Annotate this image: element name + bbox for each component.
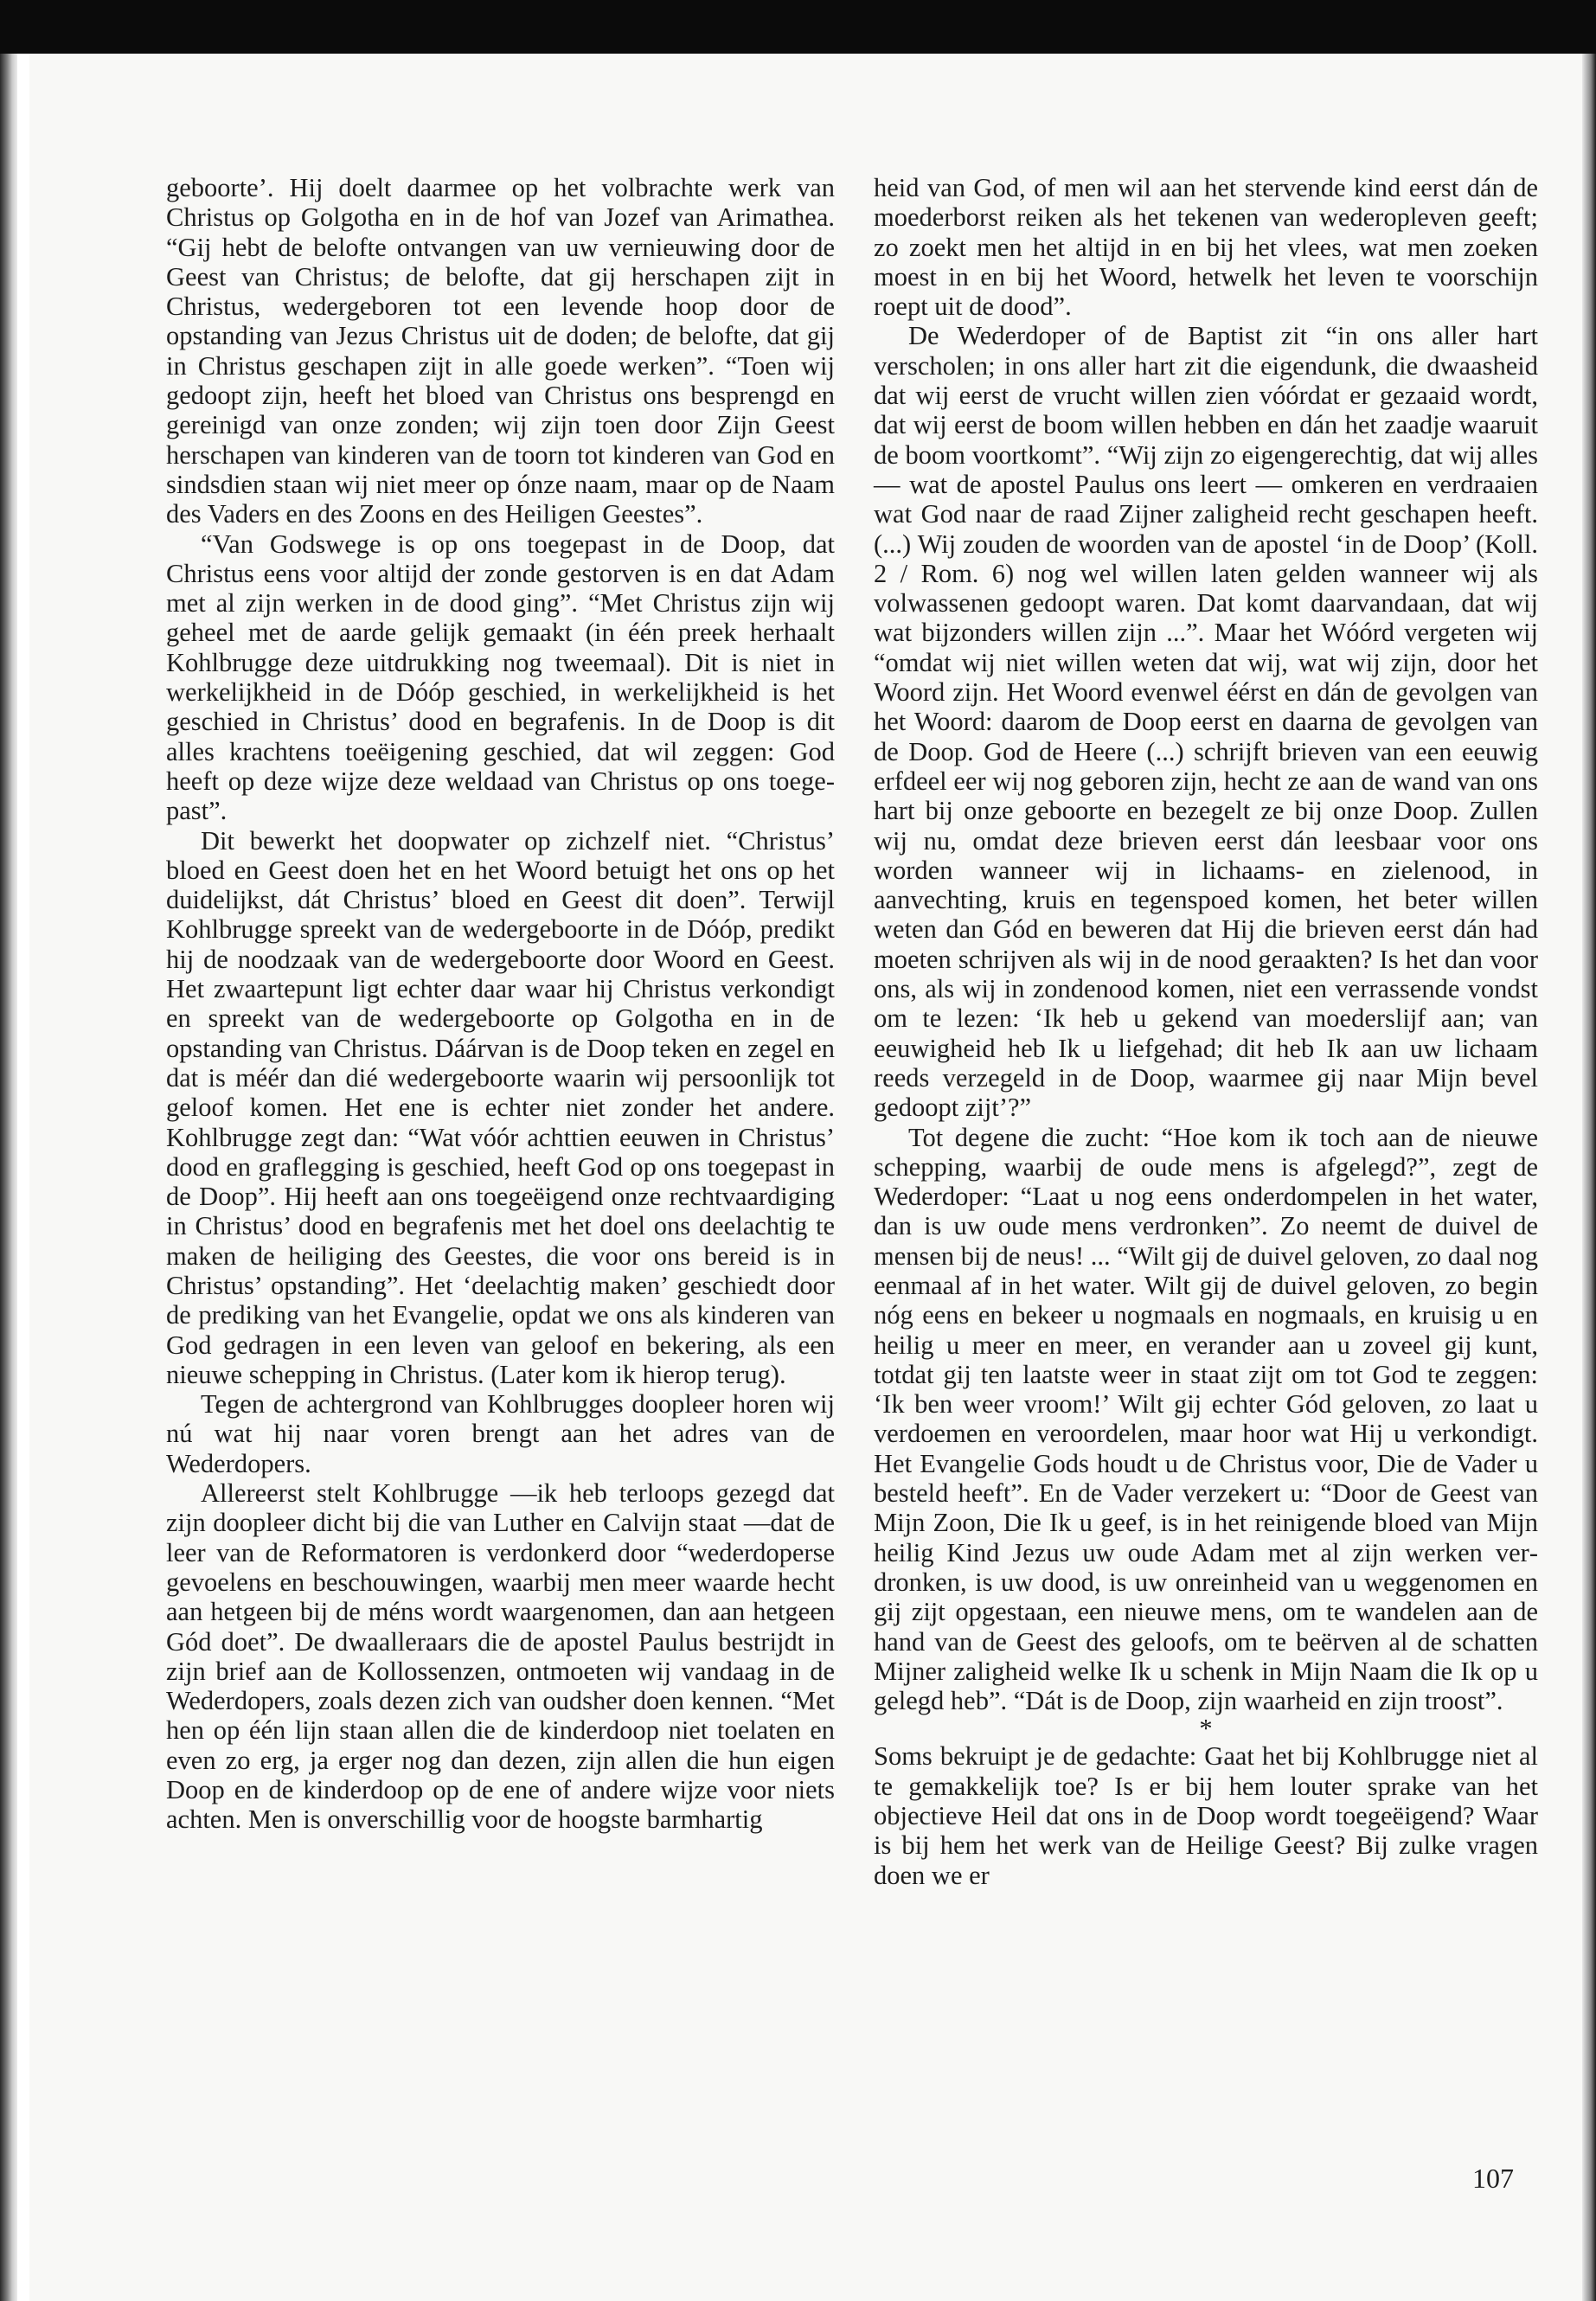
paragraph: Soms bekruipt je de gedachte: Gaat het bij Kohlbrugge niet al te gemakkelijk toe? Is er bij hem louter sprake van het objectieve Heil dat ons in de Doop wordt toegeëigend? Waar is bij hem het werk van de Heilige Geest? Bij zulke vragen doen we er (874, 1741, 1538, 1890)
left-text-column (166, 173, 835, 1835)
section-separator: * (1199, 1714, 1213, 1744)
paragraph: De Wederdoper of de Baptist zit “in ons aller hart verscholen; in ons aller hart zit die eigendunk, die dwaasheid dat wij eerst de vrucht willen zien vóórdat er gezaaid wordt, dat wij eerst de boom willen hebben en dán het zaadje waaruit de boom voortkomt”. “Wij zijn zo eigengerechtig, dat wij alles — wat de apostel Paulus ons leert — omkeren en verdraaien wat God naar de raad Zijner zaligheid recht geschapen heeft. (...) Wij zouden de woorden van de apostel ‘in de Doop’ (Koll. 2 / Rom. 6) nog wel willen laten gelden wanneer wij als volwassenen gedoopt waren. Dat komt daarvandaan, dat wij wat bijzonders willen zijn ...”. Maar het Wóórd vergeten wij “omdat wij niet willen weten dat wij, wat wij zijn, door het Woord zijn. Het Woord evenwel éérst en dán de gevolgen van het Woord: daarom de Doop eerst en daarna de gevolgen van de Doop. God de Heere (...) schrijft brieven van een eeuwig erfdeel eer wij nog geboren zijn, hecht ze aan de wand van ons hart bij onze geboorte en bezegelt ze bij onze Doop. Zullen wij nu, omdat deze brieven eerst dán leesbaar voor ons worden wanneer wij in lichaams- en zielenood, in aanvechting, kruis en tegenspoed komen, het beter willen weten dan Gód en beweren dat Hij die brieven eerst dán had moeten schrijven als wij in de nood geraakten? Is het dan voor ons, als wij in zondenood komen, niet een verrassende vondst om te lezen: ‘Ik heb u gekend van moederslijf aan; van eeuwigheid heb Ik u liefgehad; dit heb Ik aan uw lichaam reeds verzegeld in de Doop, waarmee gij naar Mijn bevel gedoopt zijt’?” (874, 321, 1538, 1123)
paragraph: heid van God, of men wil aan het stervende kind eerst dán de moederborst reiken als het tekenen van wederopleven geeft; zo zoekt men het altijd in en bij het vlees, wat men zoeken moest in en bij het Woord, hetwelk het leven te voorschijn roept uit de dood”. (874, 173, 1538, 322)
paragraph: Allereerst stelt Kohlbrugge —ik heb terloops gezegd dat zijn doopleer dicht bij die van Luther en Calvijn staat —dat de leer van de Reformatoren is verdonkerd door “wederdoperse gevoelens en beschouwingen, waarbij men meer waarde hecht aan hetgeen bij de méns wordt waargenomen, dan aan hetgeen Gód doet”. De dwaalleraars die de apostel Paulus bestrijdt in zijn brief aan de Kollossenzen, ontmoeten wij vandaag in de Wederdopers, zoals dezen zich van oudsher doen kennen. “Met hen op één lijn staan allen die de kinderdoop niet toelaten en even zo erg, ja erger nog dan dezen, zijn allen die hun eigen Doop en de kinderdoop op de ene of andere wijze voor niets achten. Men is onverschillig voor de hoogste barmhartig (166, 1478, 835, 1835)
book-spine-edge (0, 54, 17, 2301)
paragraph: geboorte’. Hij doelt daarmee op het volbrachte werk van Christus op Golgotha en in de hof van Jozef van Arimathea. “Gij hebt de belofte ontvangen van uw vernieuwing door de Geest van Christus; de belofte, dat gij herschapen zijt in Christus, wedergeboren tot een levende hoop door de opstanding van Jezus Christus uit de doden; de belofte, dat gij in Christus geschapen zijt in alle goede werken”. “Toen wij gedoopt zijn, heeft het bloed van Christus ons besprengd en gereinigd van onze zonden; wij zijn toen door Zijn Geest herschapen van kinderen van de toorn tot kinderen van God en sindsdien staan wij niet meer op ónze naam, maar op de Naam des Vaders en des Zoons en des Heiligen Geestes”. (166, 173, 835, 529)
page-number: 107 (1472, 2163, 1514, 2194)
page-right-edge (1582, 54, 1596, 2301)
right-text-column (874, 173, 1538, 1890)
paragraph: Tegen de achtergrond van Kohlbrugges doopleer horen wij nú wat hij naar voren brengt aan het adres van de Wederdopers. (166, 1389, 835, 1478)
paragraph: Tot degene die zucht: “Hoe kom ik toch aan de nieuwe schepping, waarbij de oude mens is afgelegd?”, zegt de Wederdoper: “Laat u nog eens onderdompelen in het water, dan is uw oude mens verdronken”. Zo neemt de duivel de mensen bij de neus! ... “Wilt gij de duivel geloven, zo daal nog eenmaal af in het water. Wilt gij de duivel geloven, zo begin nóg eens en bekeer u nogmaals en nogmaals, en kruisig u en heilig u meer en meer, en verander aan u zoveel gij kunt, totdat gij ten laatste weer in staat zijt om tot God te zeggen: ‘Ik ben weer vroom!’ Wilt gij echter Gód geloven, zo laat u verdoemen en veroordelen, maar hoor wat Hij u verkondigt. Het Evangelie Gods houdt u de Christus voor, Die de Vader u besteld heeft”. En de Vader verzekert u: “Door de Geest van Mijn Zoon, Die Ik u geef, is in het reinigende bloed van Mijn heilig Kind Jezus uw oude Adam met al zijn werken verdronken, is uw dood, is uw onreinheid van u weggenomen en gij zijt opgestaan, een nieuwe mens, om te wandelen aan de hand van de Geest des geloofs, om te beërven al de schatten Mijner zaligheid welke Ik u schenk in Mijn Naam die Ik op u gelegd heb”. “Dát is de Doop, zijn waarheid en zijn troost”. (874, 1122, 1538, 1716)
paragraph: Dit bewerkt het doopwater op zichzelf niet. “Christus’ bloed en Geest doen het en het Woord betuigt het ons op het duidelijkst, dát Christus’ bloed en Geest dit doen”. Terwijl Kohlbrugge spreekt van de wedergeboorte in de Dóóp, predikt hij de noodzaak van de wedergeboorte door Woord en Geest. Het zwaartepunt ligt echter daar waar hij Christus verkondigt en spreekt van de wedergeboorte op Golgotha en in de opstanding van Christus. Dáárvan is de Doop teken en zegel en dat is méér dan dié wedergeboorte waarin wij persoonlijk tot geloof komen. Het ene is echter niet zonder het andere. Kohlbrugge zegt dan: “Wat vóór achttien eeuwen in Christus’ dood en graflegging is geschied, heeft God op ons toegepast in de Doop”. Hij heeft aan ons toegeëigend onze rechtvaardiging in Christus’ dood en begrafenis met het doel ons deelachtig te maken de heiliging des Geestes, die voor ons bereid is in Christus’ opstanding”. Het ‘deelachtig maken’ geschiedt door de prediking van het Evangelie, opdat we ons als kinderen van God gedragen in een leven van geloof en bekering, als een nieuwe schepping in Christus. (Later kom ik hierop terug). (166, 825, 835, 1389)
scan-top-border (0, 0, 1596, 54)
book-page (29, 54, 1582, 2301)
paragraph: “Van Godswege is op ons toegepast in de Doop, dat Christus eens voor altijd der zonde gestorven is en dat Adam met al zijn werken in de dood ging”. “Met Christus zijn wij geheel met de aarde gelijk gemaakt (in één preek herhaalt Kohlbrugge deze uitdrukking nog tweemaal). Dit is niet in werkelijkheid in de Dóóp geschied, in werkelijkheid is het geschied in Christus’ dood en begrafenis. In de Doop is dit alles krachtens toeëigening geschied, dat wil zeggen: God heeft op deze wijze deze weldaad van Christus op ons toegepast”. (166, 529, 835, 826)
